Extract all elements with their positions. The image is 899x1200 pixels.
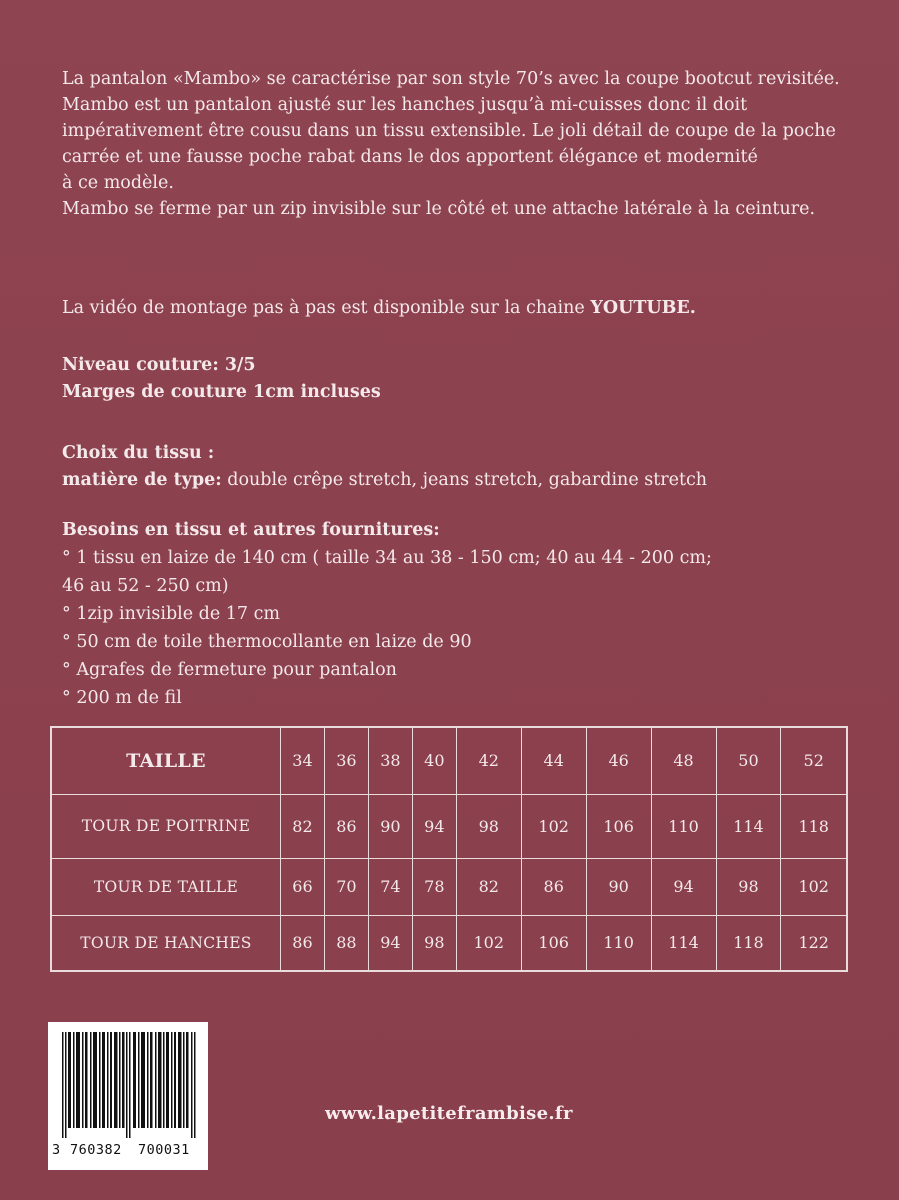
product-description <box>62 66 862 222</box>
size-cell: 50 <box>716 727 781 794</box>
value-cell: 94 <box>368 915 412 971</box>
size-cell: 48 <box>651 727 716 794</box>
description-line: Mambo se ferme par un zip invisible sur le côté et une attache latérale à la ceinture. <box>62 199 816 219</box>
size-cell: 40 <box>412 727 456 794</box>
value-cell: 118 <box>781 794 847 858</box>
row-label: TOUR DE POITRINE <box>51 794 281 858</box>
barcode-group-1: 760382 <box>70 1142 122 1158</box>
table-row-chest <box>51 794 847 858</box>
sewing-level <box>62 352 381 406</box>
value-cell: 82 <box>456 858 521 915</box>
value-cell: 94 <box>651 858 716 915</box>
value-cell: 90 <box>586 858 651 915</box>
supply-item: ° 1zip invisible de 17 cm <box>62 604 281 624</box>
supplies-heading: Besoins en tissu et autres fournitures: <box>62 520 440 540</box>
value-cell: 78 <box>412 858 456 915</box>
youtube-label: YOUTUBE. <box>590 298 696 318</box>
supplies-list <box>62 516 712 712</box>
value-cell: 98 <box>716 858 781 915</box>
value-cell: 86 <box>281 915 325 971</box>
row-label: TOUR DE HANCHES <box>51 915 281 971</box>
table-row-waist <box>51 858 847 915</box>
supply-item: ° 1 tissu en laize de 140 cm ( taille 34 au 38 - 150 cm; 40 au 44 - 200 cm; <box>62 548 712 568</box>
barcode-first-digit: 3 <box>52 1142 61 1158</box>
value-cell: 114 <box>716 794 781 858</box>
supply-item: ° 50 cm de toile thermocollante en laize de 90 <box>62 632 472 652</box>
size-cell: 36 <box>324 727 368 794</box>
value-cell: 82 <box>281 794 325 858</box>
value-cell: 102 <box>521 794 586 858</box>
sewing-level-text: Niveau couture: 3/5 <box>62 355 256 375</box>
value-cell: 74 <box>368 858 412 915</box>
description-line: à ce modèle. <box>62 173 174 193</box>
size-cell: 42 <box>456 727 521 794</box>
video-notice <box>62 298 696 318</box>
value-cell: 102 <box>456 915 521 971</box>
value-cell: 90 <box>368 794 412 858</box>
value-cell: 98 <box>412 915 456 971</box>
video-notice-text: La vidéo de montage pas à pas est disponible sur la chaine <box>62 298 591 318</box>
size-cell: 52 <box>781 727 847 794</box>
fabric-heading: Choix du tissu : <box>62 443 215 463</box>
supply-item: 46 au 52 - 250 cm) <box>62 576 229 596</box>
size-cell: 38 <box>368 727 412 794</box>
value-cell: 118 <box>716 915 781 971</box>
value-cell: 86 <box>521 858 586 915</box>
size-cell: 44 <box>521 727 586 794</box>
barcode <box>48 1022 208 1170</box>
fabric-choice <box>62 440 707 494</box>
supply-item: ° 200 m de fil <box>62 688 182 708</box>
size-chart-table <box>50 726 848 972</box>
fabric-type-value: double crêpe stretch, jeans stretch, gabardine stretch <box>221 470 708 490</box>
table-row-hips <box>51 915 847 971</box>
description-line: La pantalon «Mambo» se caractérise par son style 70’s avec la coupe bootcut revisitée. <box>62 69 840 89</box>
description-line: carrée et une fausse poche rabat dans le dos apportent élégance et modernité <box>62 147 758 167</box>
size-header-label: TAILLE <box>51 727 281 794</box>
value-cell: 70 <box>324 858 368 915</box>
value-cell: 106 <box>586 794 651 858</box>
fabric-type-label: matière de type: <box>62 470 222 490</box>
value-cell: 110 <box>651 794 716 858</box>
value-cell: 102 <box>781 858 847 915</box>
row-label: TOUR DE TAILLE <box>51 858 281 915</box>
barcode-bars-icon <box>62 1032 196 1138</box>
supply-item: ° Agrafes de fermeture pour pantalon <box>62 660 397 680</box>
value-cell: 122 <box>781 915 847 971</box>
seam-allowance-text: Marges de couture 1cm incluses <box>62 382 381 402</box>
size-header-row <box>51 727 847 794</box>
value-cell: 106 <box>521 915 586 971</box>
value-cell: 88 <box>324 915 368 971</box>
size-cell: 34 <box>281 727 325 794</box>
value-cell: 98 <box>456 794 521 858</box>
value-cell: 86 <box>324 794 368 858</box>
size-cell: 46 <box>586 727 651 794</box>
fabric-type <box>62 467 707 494</box>
value-cell: 66 <box>281 858 325 915</box>
description-line: impérativement être cousu dans un tissu extensible. Le joli détail de coupe de la poche <box>62 121 836 141</box>
value-cell: 94 <box>412 794 456 858</box>
barcode-group-2: 700031 <box>138 1142 190 1158</box>
value-cell: 110 <box>586 915 651 971</box>
description-line: Mambo est un pantalon ajusté sur les hanches jusqu’à mi-cuisses donc il doit <box>62 95 748 115</box>
value-cell: 114 <box>651 915 716 971</box>
website-url: www.lapetiteframbise.fr <box>325 1103 573 1124</box>
